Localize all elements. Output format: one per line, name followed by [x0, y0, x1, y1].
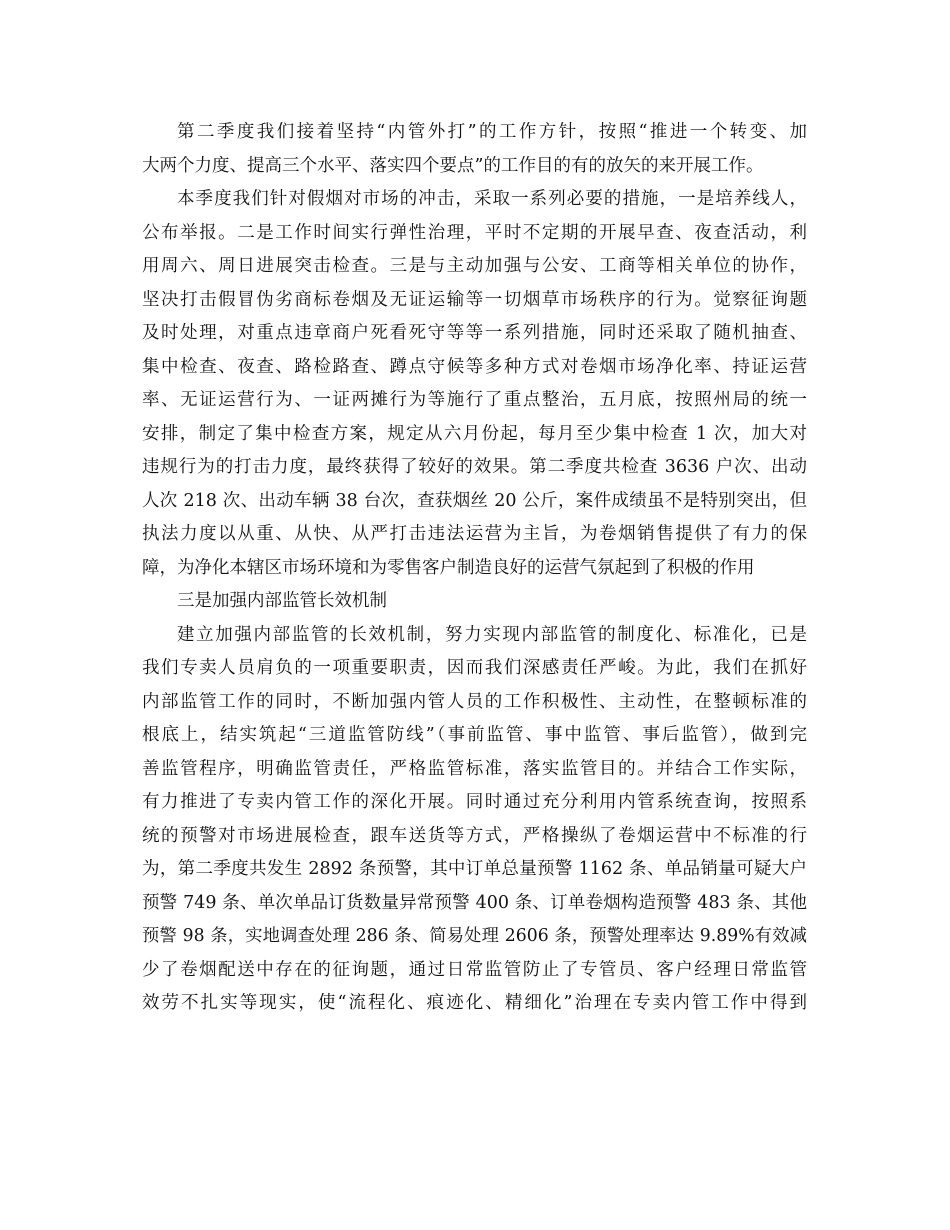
- text-line: 预警 98 条，实地调查处理 286 条、简易处理 2606 条，预警处理率达 9.89%有效减: [142, 926, 807, 946]
- text-line: 违规行为的打击力度，最终获得了较好的效果。第二季度共检查 3636 户次、出动: [142, 457, 807, 477]
- text-line: 坚决打击假冒伪劣商标卷烟及无证运输等一切烟草市场秩序的行为。觉察征询题: [142, 289, 807, 310]
- text-line: 少了卷烟配送中存在的征询题，通过日常监管防止了专管员、客户经理日常监管: [142, 959, 807, 980]
- text-line: 统的预警对市场进展检查，跟车送货等方式，严格操纵了卷烟运营中不标准的行: [142, 825, 807, 846]
- text-line: 效劳不扎实等现实，使“流程化、痕迹化、精细化”治理在专卖内管工作中得到: [142, 993, 807, 1013]
- text-line: 公布举报。二是工作时间实行弹性治理，平时不定期的开展早查、夜查活动，利: [142, 222, 807, 243]
- text-line: 第二季度我们接着坚持“内管外打”的工作方针，按照“推进一个转变、加: [177, 122, 807, 142]
- text-line: 预警 749 条、单次单品订货数量异常预警 400 条、订单卷烟构造预警 483 条、其他: [142, 892, 807, 913]
- text-line: 有力推进了专卖内管工作的深化开展。同时通过充分利用内管系统查询，按照系: [142, 792, 807, 812]
- text-line: 本季度我们针对假烟对市场的冲击，采取一系列必要的措施，一是培养线人，: [177, 189, 807, 209]
- text-line: 障，为净化本辖区市场环境和为零售客户制造良好的运营气氛起到了积极的作用: [142, 557, 755, 578]
- text-line: 人次 218 次、出动车辆 38 台次，查获烟丝 20 公斤，案件成绩虽不是特别突出，但: [142, 490, 807, 511]
- text-line: 三是加强内部监管长效机制: [177, 591, 387, 611]
- text-line: 善监管程序，明确监管责任，严格监管标准，落实监管目的。并结合工作实际，: [142, 758, 807, 779]
- text-line: 及时处理，对重点违章商户死看死守等等一系列措施，同时还采取了随机抽查、: [142, 323, 807, 343]
- text-line: 为，第二季度共发生 2892 条预警，其中订单总量预警 1162 条、单品销量可疑大户: [142, 859, 807, 879]
- text-line: 用周六、周日进展突击检查。三是与主动加强与公安、工商等相关单位的协作，: [142, 256, 807, 276]
- text-line: 执法力度以从重、从快、从严打击违法运营为主旨，为卷烟销售提供了有力的保: [142, 524, 807, 544]
- text-line: 根底上，结实筑起“三道监管防线”（事前监管、事中监管、事后监管），做到完: [142, 725, 807, 745]
- text-line: 大两个力度、提高三个水平、落实四个要点”的工作目的有的放矢的来开展工作。: [142, 155, 764, 176]
- document-body: [142, 116, 807, 1021]
- text-line: 率、无证运营行为、一证两摊行为等施行了重点整治，五月底，按照州局的统一: [142, 390, 807, 410]
- text-line: 内部监管工作的同时，不断加强内管人员的工作积极性、主动性，在整顿标准的: [142, 691, 807, 712]
- text-line: 集中检查、夜查、路检路查、蹲点守候等多种方式对卷烟市场净化率、持证运营: [142, 356, 807, 377]
- text-line: 建立加强内部监管的长效机制，努力实现内部监管的制度化、标准化，已是: [177, 624, 807, 645]
- text-line: 安排，制定了集中检查方案，规定从六月份起，每月至少集中检查 1 次，加大对: [142, 423, 807, 444]
- text-line: 我们专卖人员肩负的一项重要职责，因而我们深感责任严峻。为此，我们在抓好: [142, 658, 807, 678]
